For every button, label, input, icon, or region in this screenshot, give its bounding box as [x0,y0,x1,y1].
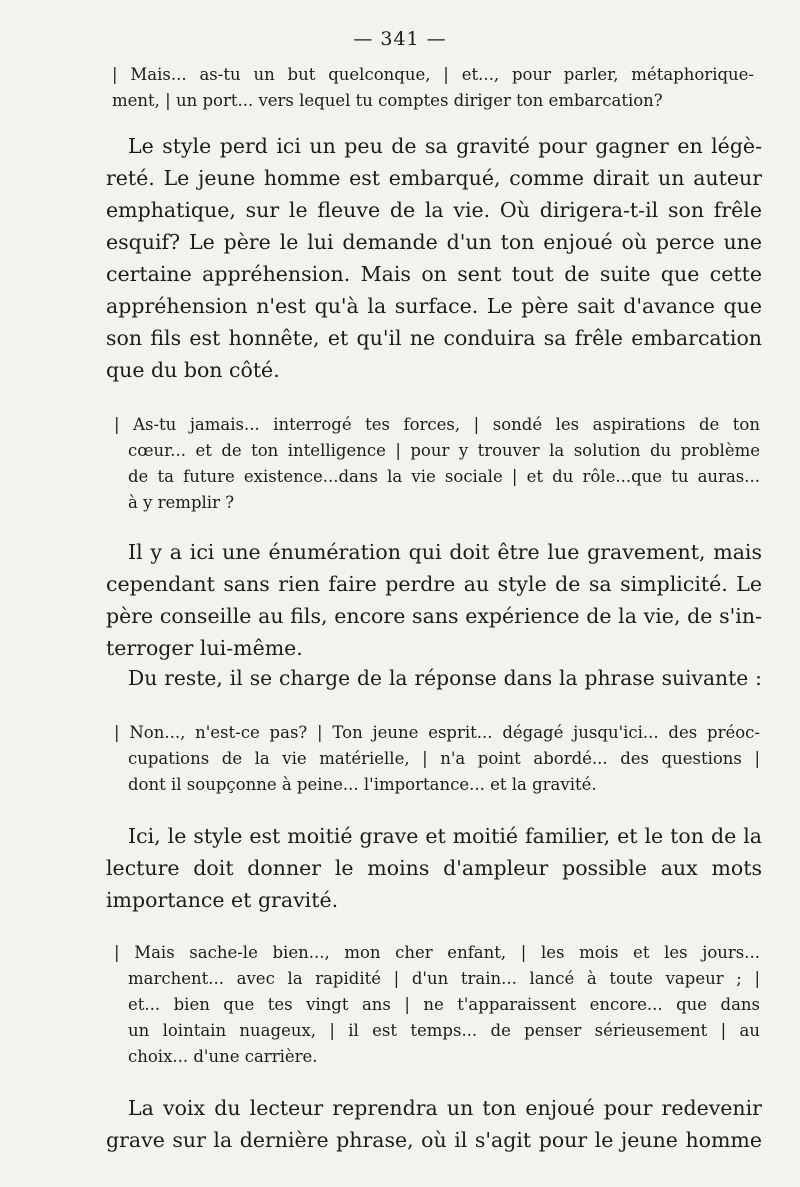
text-line: appréhension n'est qu'à la surface. Le père sait d'avance que [106,294,762,318]
quote-block [114,940,760,1070]
text-line: emphatique, sur le fleuve de la vie. Où dirigera-t-il son frêle [106,198,762,222]
text-line: Le style perd ici un peu de sa gravité pour gagner en légè- [128,134,762,158]
text-line: choix... d'une carrière. [128,1047,318,1066]
text-line: marchent... avec la rapidité | d'un train... lancé à toute vapeur ; | [128,969,760,988]
text-line: | As-tu jamais... interrogé tes forces, | sondé les aspirations de ton [114,415,760,434]
paragraph [106,536,762,664]
text-line: à y remplir ? [128,493,235,512]
text-line: cependant sans rien faire perdre au style de sa simplicité. Le [106,572,762,596]
text-line: | Mais... as-tu un but quelconque, | et..., pour parler, métaphorique- [112,65,754,84]
text-line: dont il soupçonne à peine... l'importance... et la gravité. [128,775,597,794]
text-line: | Non..., n'est-ce pas? | Ton jeune esprit... dégagé jusqu'ici... des préoc- [114,723,760,742]
text-line: lecture doit donner le moins d'ampleur possible aux mots [106,856,762,880]
text-line: grave sur la dernière phrase, où il s'agit pour le jeune homme [106,1128,762,1152]
text-line: un lointain nuageux, | il est temps... de penser sérieusement | au [128,1021,760,1040]
text-line: La voix du lecteur reprendra un ton enjoué pour redevenir [128,1096,762,1120]
quote-block [114,412,760,516]
text-line: de ta future existence...dans la vie sociale | et du rôle...que tu auras... [128,467,760,486]
text-line: que du bon côté. [106,358,280,382]
text-line: esquif? Le père le lui demande d'un ton enjoué où perce une [106,230,762,254]
text-line: importance et gravité. [106,888,339,912]
paragraph [106,1092,762,1156]
paragraph [106,820,762,916]
text-line: | Mais sache-le bien..., mon cher enfant, | les mois et les jours... [114,943,760,962]
text-line: certaine appréhension. Mais on sent tout de suite que cette [106,262,762,286]
text-line: terroger lui-même. [106,636,303,660]
text-line: cœur... et de ton intelligence | pour y trouver la solution du problème [128,441,760,460]
text-line: cupations de la vie matérielle, | n'a point abordé... des questions | [128,749,760,768]
text-line: Il y a ici une énumération qui doit être lue gravement, mais [128,540,762,564]
page-number: — 341 — [353,28,447,50]
text-line: père conseille au fils, encore sans expérience de la vie, de s'in- [106,604,762,628]
text-line: son fils est honnête, et qu'il ne conduira sa frêle embarcation [106,326,762,350]
paragraph [106,662,762,694]
text-line: Ici, le style est moitié grave et moitié familier, et le ton de la [128,824,762,848]
text-line: Du reste, il se charge de la réponse dans la phrase suivante : [128,666,762,690]
text-line: reté. Le jeune homme est embarqué, comme dirait un auteur [106,166,762,190]
quote-block [114,720,760,798]
text-line: ment, | un port... vers lequel tu comptes diriger ton embarcation? [112,91,663,110]
paragraph [106,130,762,386]
quote-block [112,62,754,114]
text-line: et... bien que tes vingt ans | ne t'apparaissent encore... que dans [128,995,760,1014]
